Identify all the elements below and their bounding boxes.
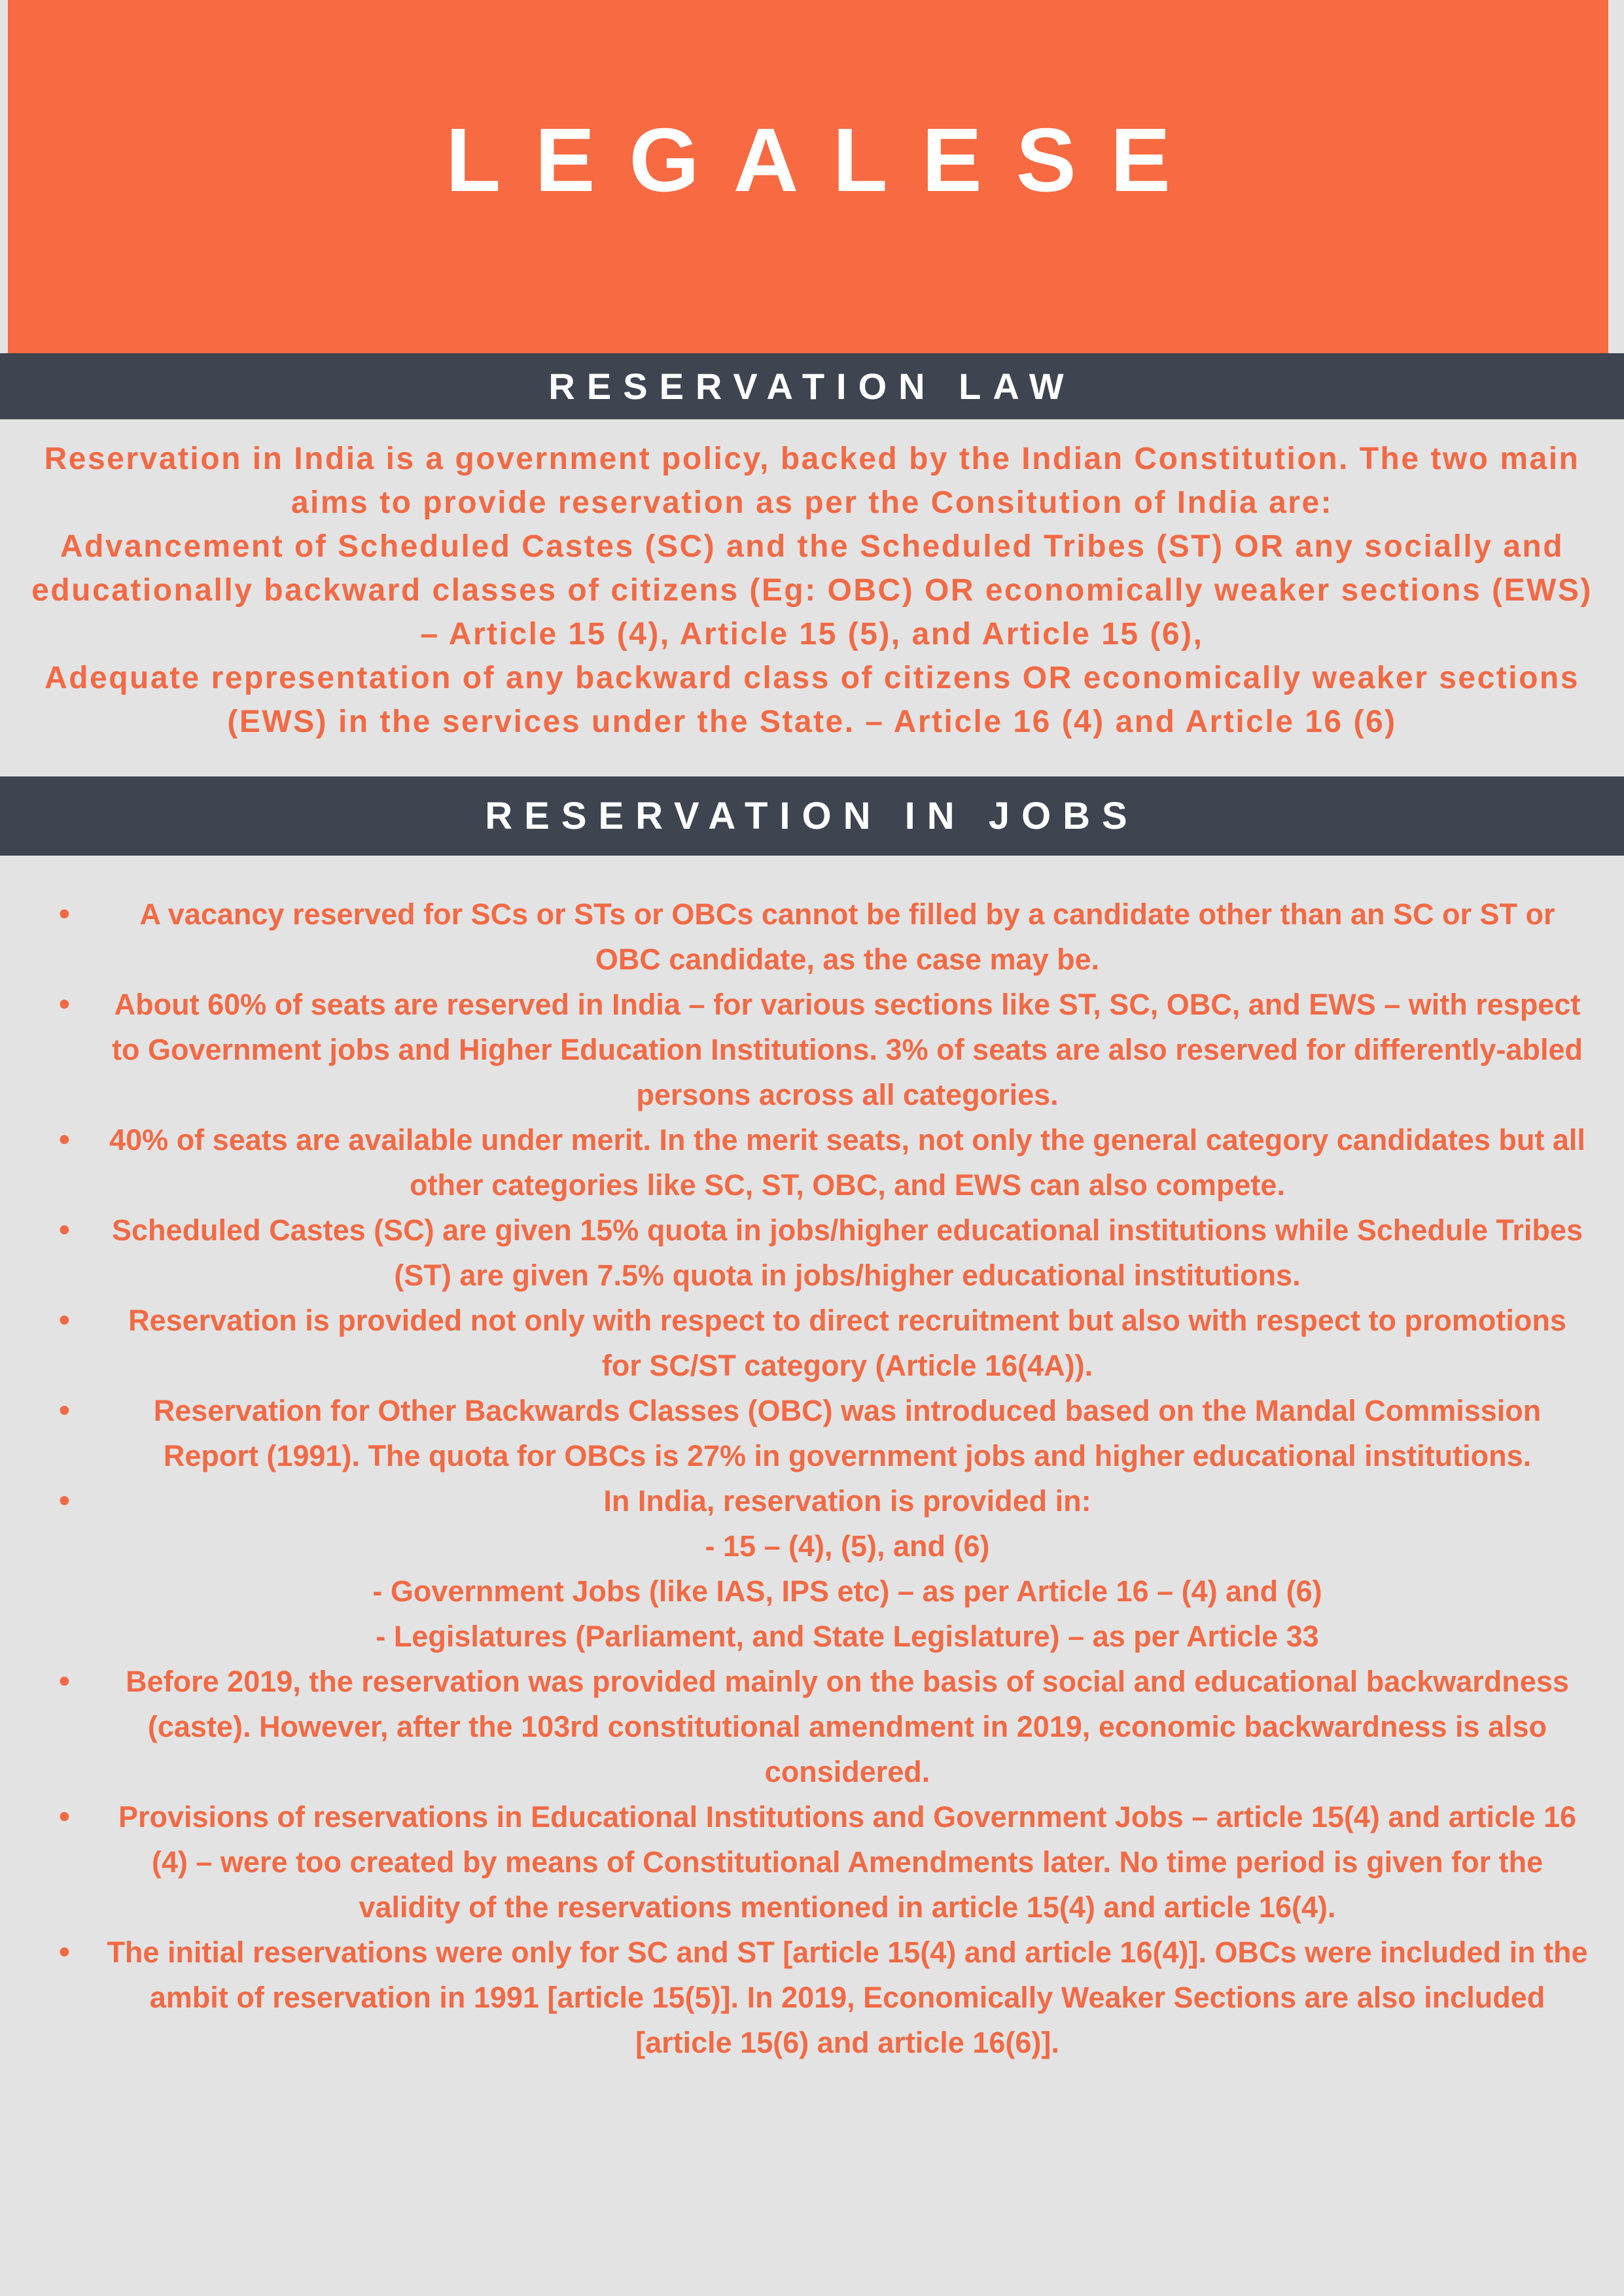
list-item-subline: - Government Jobs (like IAS, IPS etc) – as per Article 16 – (4) and (6)	[372, 1574, 1322, 1608]
bullet-icon: •	[59, 1484, 70, 1518]
list-item	[39, 1794, 1590, 1930]
bullet-icon: •	[59, 1935, 70, 1970]
bullet-icon: •	[59, 1213, 70, 1247]
bullet-icon: •	[59, 1393, 70, 1428]
bullet-icon: •	[59, 897, 70, 931]
list-item-text: Before 2019, the reservation was provided mainly on the basis of social and educational backwardness (caste). However, after the 103rd constitutional amendment in 2019, economic backwardness is also considered.	[126, 1665, 1569, 1788]
list-item-text: A vacancy reserved for SCs or STs or OBCs cannot be filled by a candidate other than an SC or ST or OBC candidate, as the case may be.	[139, 897, 1555, 976]
list-item	[39, 1208, 1590, 1298]
bullet-icon: •	[59, 1800, 70, 1834]
law-paragraph: Advancement of Scheduled Castes (SC) and the Scheduled Tribes (ST) OR any socially and educationally backward classes of citizens (Eg: OBC) OR economically weaker sections (EWS) – Article 15 (4), Article 15 (5), and Article 15 (6),	[31, 529, 1593, 652]
list-item-text: Scheduled Castes (SC) are given 15% quota in jobs/higher educational institutions while Schedule Tribes (ST) are given 7.5% quota in jobs/higher educational institutions.	[112, 1213, 1583, 1292]
list-item-text: In India, reservation is provided in:	[603, 1484, 1091, 1518]
law-paragraph: Reservation in India is a government policy, backed by the Indian Constitution. The two main aims to provide reservation as per the Consitution of India are:	[44, 442, 1580, 520]
page-title: LEGALESE	[446, 110, 1205, 211]
list-item-text: About 60% of seats are reserved in India – for various sections like ST, SC, OBC, and EWS – with respect to Government jobs and Higher Education Institutions. 3% of seats are also reserved for differently-abled persons across all categories.	[112, 988, 1583, 1111]
reservation-law-body	[26, 437, 1598, 744]
list-item-text: Reservation is provided not only with respect to direct recruitment but also with respect to promotions for SC/ST category (Article 16(4A)).	[128, 1304, 1566, 1382]
list-item	[39, 1388, 1590, 1478]
reservation-jobs-list	[39, 892, 1590, 2065]
list-item	[39, 892, 1590, 982]
list-item	[39, 1298, 1590, 1388]
header-banner	[8, 0, 1608, 353]
list-item	[39, 982, 1590, 1117]
list-item-subline: - 15 – (4), (5), and (6)	[705, 1529, 990, 1563]
list-item	[39, 1659, 1590, 1794]
section-heading-reservation-in-jobs: RESERVATION IN JOBS	[0, 776, 1624, 856]
list-item-subline: - Legislatures (Parliament, and State Legislature) – as per Article 33	[376, 1620, 1319, 1653]
bullet-icon: •	[59, 1122, 70, 1157]
list-item-text: 40% of seats are available under merit. In the merit seats, not only the general category candidates but all other categories like SC, ST, OBC, and EWS can also compete.	[109, 1123, 1585, 1202]
list-item	[39, 1478, 1590, 1659]
list-item	[39, 1930, 1590, 2065]
law-paragraph: Adequate representation of any backward class of citizens OR economically weaker sections (EWS) in the services under the State. – Article 16 (4) and Article 16 (6)	[44, 661, 1580, 739]
bullet-icon: •	[59, 1664, 70, 1699]
bullet-icon: •	[59, 1303, 70, 1338]
list-item	[39, 1117, 1590, 1208]
list-item-text: The initial reservations were only for SC and ST [article 15(4) and article 16(4)]. OBCs were included in the ambit of reservation in 1991 [article 15(5)]. In 2019, Economically Weaker Sections are also included [article 15(6) and article 16(6)].	[107, 1936, 1588, 2059]
bullet-icon: •	[59, 987, 70, 1022]
section-heading-reservation-law: RESERVATION LAW	[0, 353, 1624, 419]
list-item-text: Reservation for Other Backwards Classes (OBC) was introduced based on the Mandal Commission Report (1991). The quota for OBCs is 27% in government jobs and higher educational institutions.	[153, 1394, 1542, 1472]
list-item-text: Provisions of reservations in Educational Institutions and Government Jobs – article 15(4) and article 16 (4) – were too created by means of Constitutional Amendments later. No time period is given for the validity of the reservations mentioned in article 15(4) and article 16(4).	[118, 1800, 1577, 1924]
